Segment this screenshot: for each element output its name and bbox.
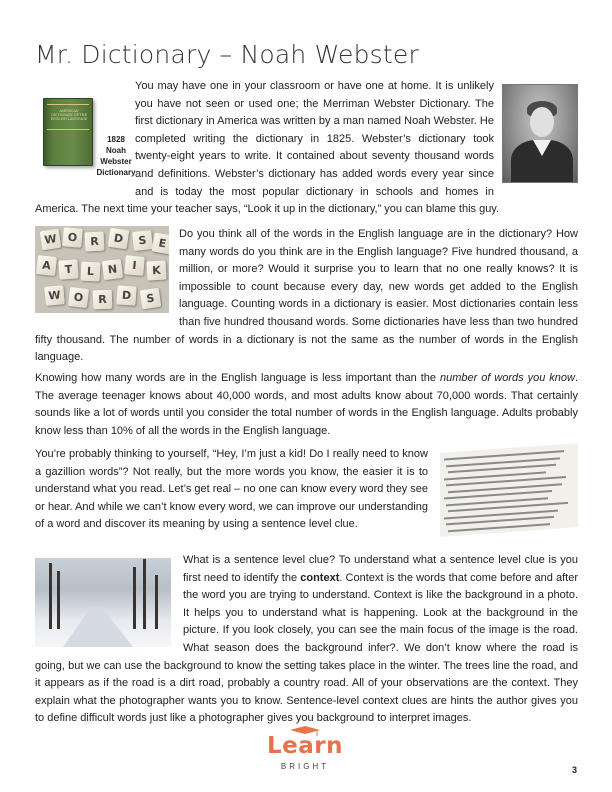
winter-road-image [35,558,171,647]
letter-tile: R [85,232,105,252]
dictionary-page-image [440,443,578,537]
letter-tile: N [102,259,123,280]
paragraph-vocabulary [35,370,578,440]
letter-tile: D [108,228,129,249]
scrabble-tiles-image [35,226,169,313]
paragraph-vocabulary-text-a: Knowing how many words are in the English language is less important than the [35,372,440,384]
letter-tile: W [40,229,61,250]
letter-tile: O [68,287,89,308]
letter-tile: W [44,285,65,306]
logo-name: Learn [267,733,343,759]
letter-tile: S [132,230,153,251]
letter-tile: S [140,288,161,309]
paragraph-vocabulary-text-b: . The average teenager knows about 40,000 words, and most adults know about 70,000 words. That certainly sounds like a lot of words until you consider the total number of words in the English language. Adults probably know less than 10% of all the words in the English language. [35,372,579,437]
letter-tile: K [147,261,167,281]
noah-webster-portrait [502,84,578,183]
dictionary-book-image [35,78,135,188]
letter-tile: O [62,227,83,248]
letter-tile: R [93,290,113,310]
paragraph-sentence-clue-text: You’re probably thinking to yourself, “Hey, I’m just a kid! Do I really need to know a gazillion words”? Not really, but the more words you know, the easier it is to understand what you read. Let’s get real – no one can know every word they see or hear. And while we can’t know every word, we can improve our understanding of a word and discover its meaning by using a sentence level clue. [35,448,428,531]
page-number: 3 [572,765,578,775]
emphasis-words-you-know: number of words you know [439,372,575,384]
paragraph-context [35,552,578,728]
paragraph-intro-text: You may have one in your classroom or have one at home. It is unlikely you have not seen or used one; the Merriman Webster Dictionary. The first dictionary in America was written by a man named Noah Webster. He completed writing the dictionary in 1825. Webster’s dictionary took twenty-eight years to write. It contained about seventy thousand words and definitions. Webster’s dictionary has added words every year since and is today the most popular dictionary in schools and homes in America. The next time your teacher says, “Look it up in the dictionary,” you can blame this guy. [35,80,500,216]
paragraph-context-text-a: What is a sentence level clue? To understand what a sentence level clue is you first need to identify the [183,554,578,584]
logo-subtitle: BRIGHT [280,762,330,771]
paragraph-word-count [35,226,578,367]
learn-bright-logo [262,725,348,777]
page-title: Mr. Dictionary – Noah Webster [35,40,419,69]
keyword-context: context [300,571,340,584]
paragraph-word-count-text: Do you think all of the words in the English language are in the dictionary? How many words do you think are in the English language? Five hundred thousand, a million, or more? Would it surprise you to learn that no one really knows? It is impossible to count because every day, new words get added to the English language. Counting words in a dictionary is easier. Most dictionaries contain less than five hundred thousand words. Some dictionaries have less than two hundred fifty thousand. The number of words in a dictionary is not the same as the number of words in the English language. [35,228,578,364]
letter-tile: D [116,285,136,305]
letter-tile: E [151,232,169,254]
letter-tile: T [58,259,78,279]
paragraph-context-text-b: . Context is the words that come before and after the word you are trying to understand. Context is like the background in a photo. It helps you to understand what is happening. Look at the background in the picture. If you look closely, you can see the main focus of the image is the road. What season does the background infer?. We don’t know where the road is going, but we can use the background to know the setting takes place in the winter. The trees line the road, and it appears as if the road is a dirt road, probably a country road. All of your observations are the context. They explain what the photographer wants you to know. Sentence-level context clues are hints the author gives you to define difficult words just like a photographer gives you background to interpret images. [35,571,578,725]
book-caption [95,134,137,178]
letter-tile: A [36,255,57,276]
book-caption-name: Noah Webster [100,146,132,166]
paragraph-sentence-clue [35,446,578,536]
paragraph-intro [35,78,578,219]
letter-tile: L [81,262,101,282]
book-cover [43,98,93,166]
book-caption-year: 1828 [107,135,125,144]
letter-tile: I [124,255,145,276]
book-caption-word: Dictionary [96,168,136,177]
book-cover-text: AMERICAN DICTIONARY OF THE ENGLISH LANGUAGE [50,109,88,122]
